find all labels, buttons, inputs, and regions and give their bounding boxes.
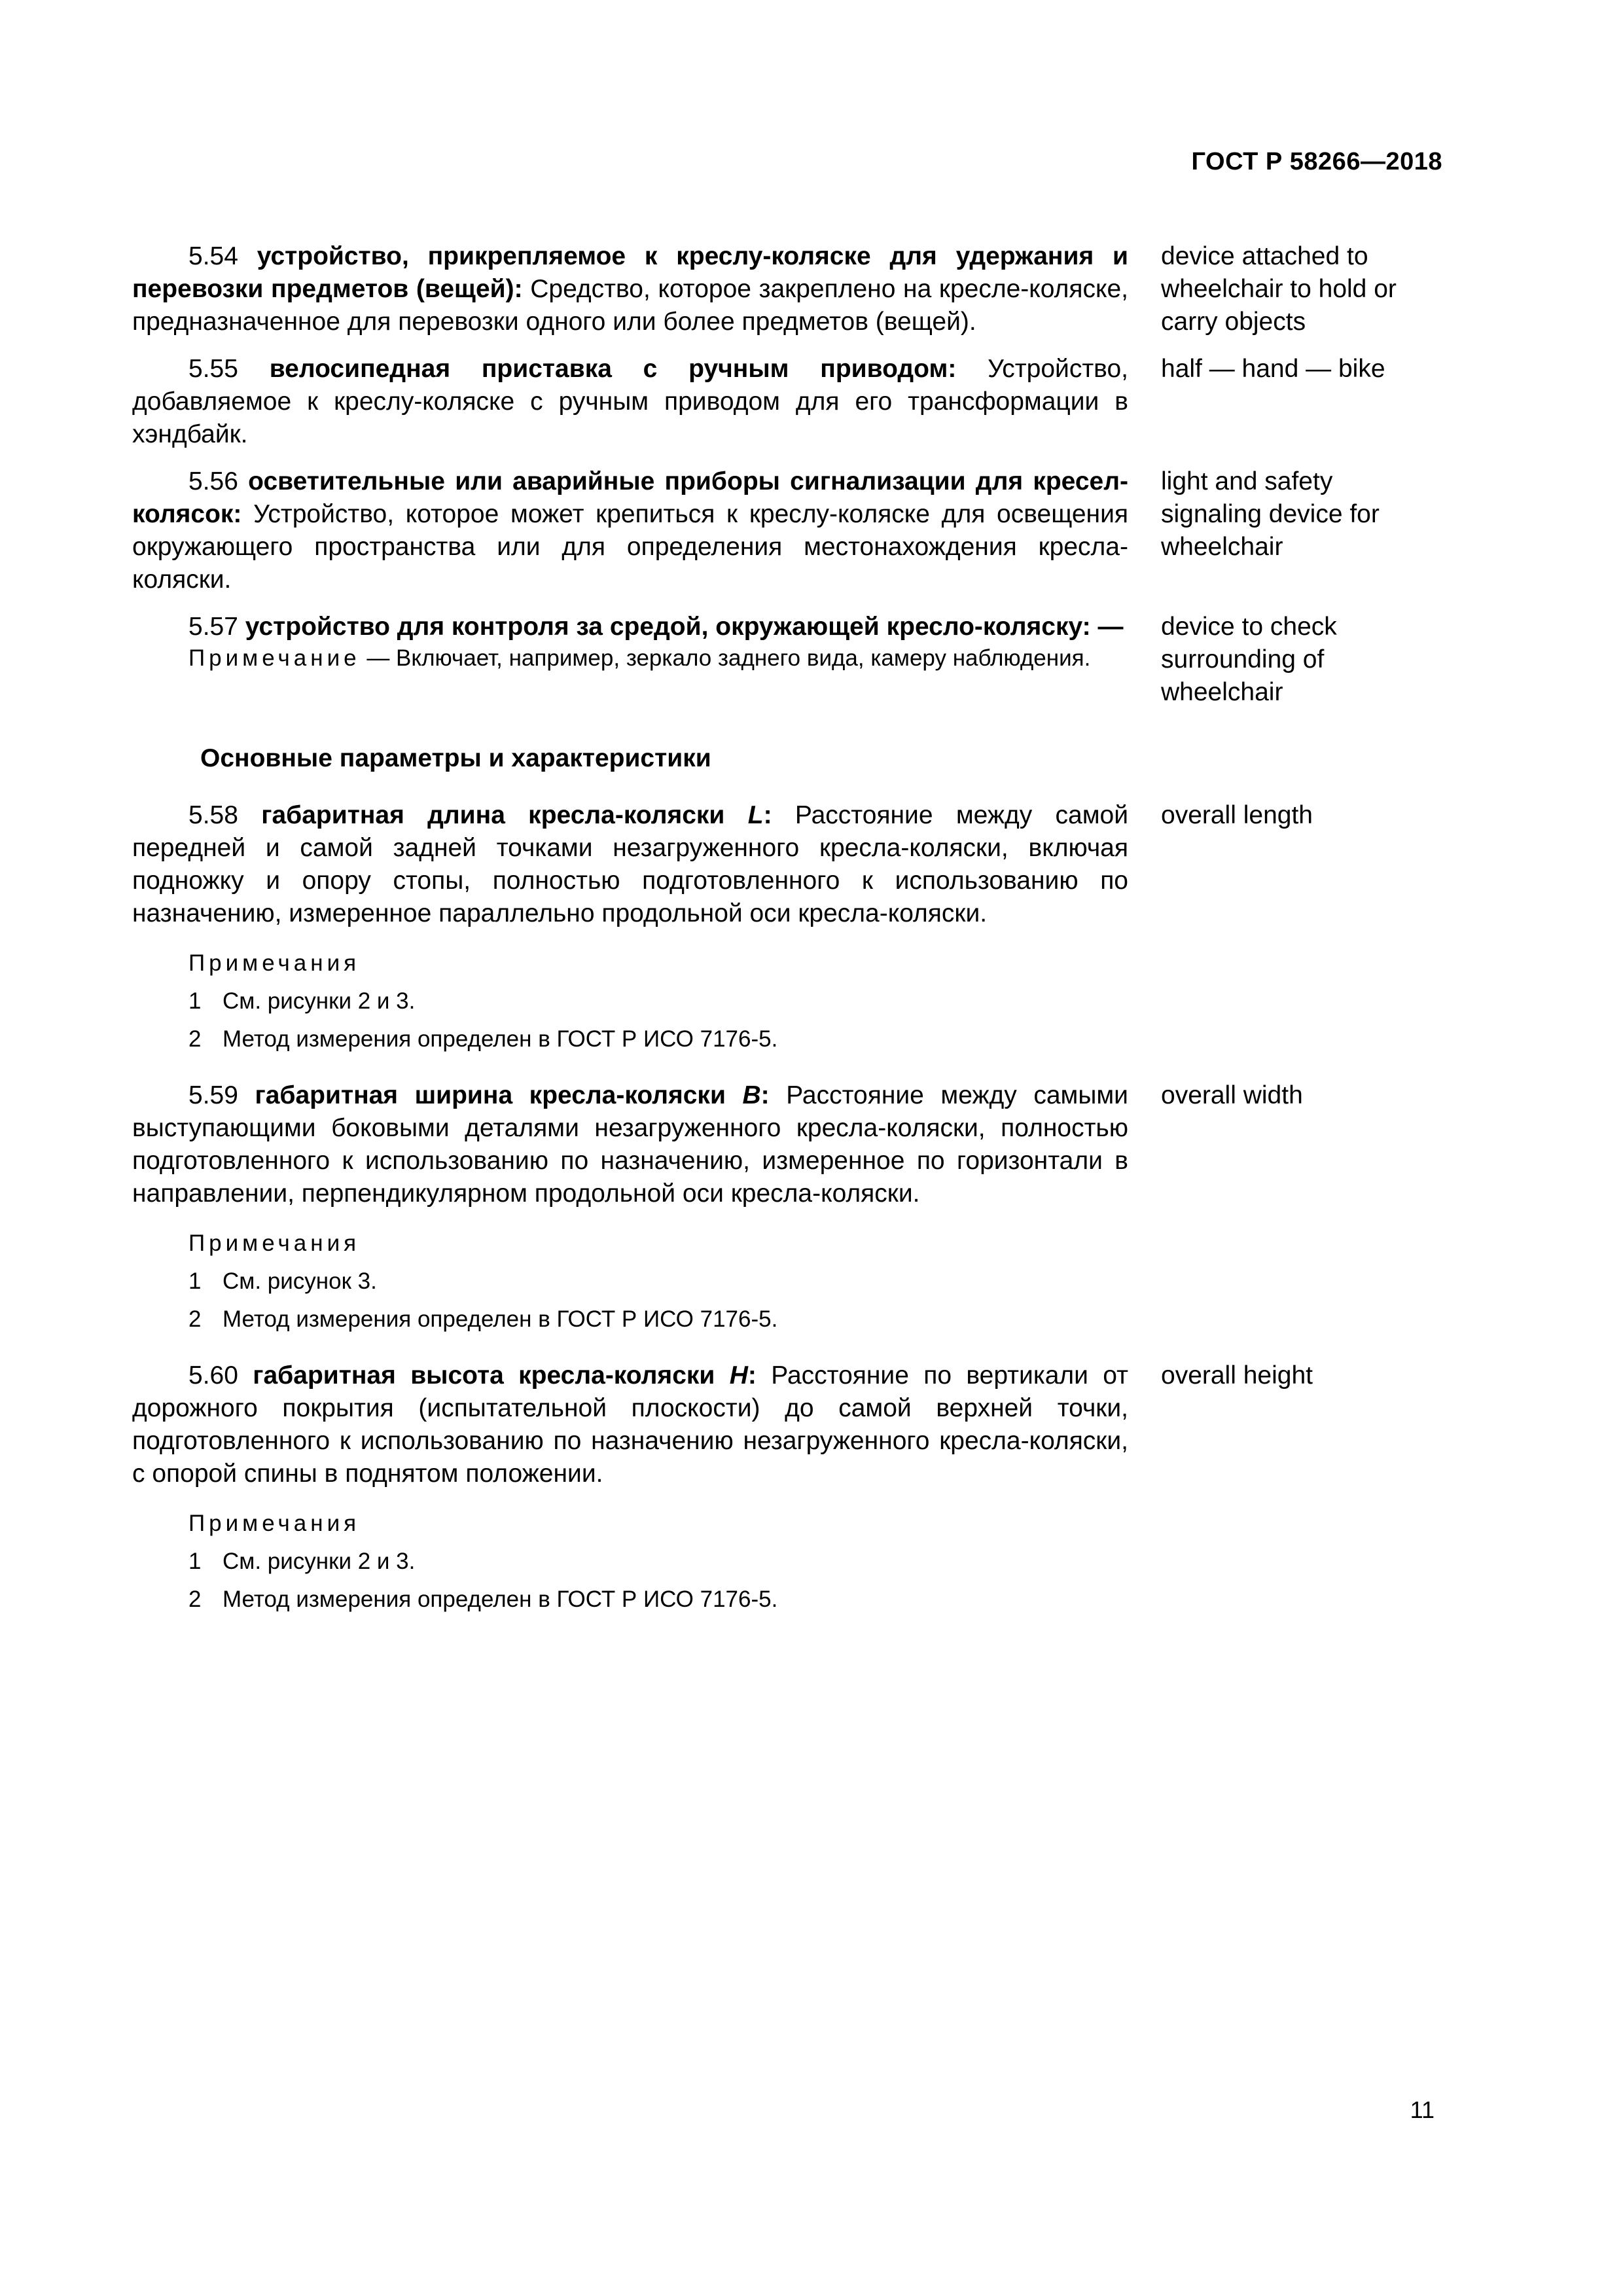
english-equivalent	[1161, 465, 1449, 564]
english-equivalent	[1161, 353, 1449, 386]
note-text: Метод измерения определен в ГОСТ Р ИСО 7176-5.	[223, 1026, 778, 1052]
english-line: overall height	[1161, 1361, 1313, 1390]
term-entry-5-59	[132, 1079, 1492, 1345]
notes-block	[132, 944, 1128, 1058]
section-heading: Основные параметры и характеристики	[200, 744, 711, 772]
note-text: — Включает, например, зеркало заднего вида, камеру наблюдения.	[366, 645, 1091, 671]
term-entry-5-57	[132, 611, 1492, 709]
note-number: 2	[188, 1306, 202, 1332]
note-item	[132, 1300, 1128, 1338]
note-text: См. рисунок 3.	[223, 1268, 377, 1294]
term-definition: —	[1097, 613, 1124, 641]
term-number: 5.59	[188, 1081, 238, 1109]
term-definition-block	[132, 353, 1128, 451]
term-title: габаритная длина кресла-коляски	[261, 801, 725, 829]
term-symbol: L	[747, 801, 764, 829]
note-text: См. рисунки 2 и 3.	[223, 1549, 416, 1574]
term-definition: Средство, которое закреплено на кресле-коляске, предназначенное для перевозки одного или более предметов (вещей).	[132, 275, 1128, 336]
term-definition-block	[132, 611, 1128, 673]
note-item	[132, 1581, 1128, 1619]
english-line: overall length	[1161, 801, 1313, 829]
note-text: См. рисунки 2 и 3.	[223, 988, 416, 1014]
term-definition: Расстояние между самой передней и самой задней точками незагруженного кресла-коляски, включая подножку и опору стопы, полностью подготовленного к использованию по назначению, измеренное параллельно продольной оси кресла-коляски.	[132, 801, 1129, 927]
document-header-id: ГОСТ Р 58266—2018	[1191, 148, 1442, 175]
term-entry-5-56	[132, 465, 1492, 596]
note-number: 1	[188, 1549, 202, 1574]
english-line: device to check	[1161, 613, 1337, 641]
term-definition-block: 5.60 габаритная высота кресла-коляски H: Расстояние по вертикали от дорожного покрытия (испытательной плоскости) до самой верхней точки, подготовленного к использованию по назначению незагруженного кресла-коляски, с опорой спины в поднятом положении. Примечания 1 См. рисунки 2 и 3. 2 Метод измерения определен в ГОСТ Р ИСО 7176-5.	[132, 1359, 1128, 1625]
note-number: 2	[188, 1026, 202, 1052]
term-entry-5-54	[132, 240, 1492, 338]
term-definition-block	[132, 240, 1128, 338]
notes-block	[132, 1225, 1128, 1338]
note-item	[132, 1020, 1128, 1058]
english-equivalent	[1161, 799, 1449, 832]
term-definition: Устройство, которое может крепиться к креслу-коляске для освещения окружающего пространства или для определения местонахождения кресла-коляски.	[132, 500, 1128, 594]
english-equivalent	[1161, 611, 1449, 709]
english-line: overall width	[1161, 1081, 1303, 1109]
term-definition: Расстояние по вертикали от дорожного покрытия (испытательной плоскости) до самой верхней точки, подготовленного к использованию по назначению незагруженного кресла-коляски, с опорой спины в поднятом положении.	[132, 1361, 1128, 1488]
note-number: 2	[188, 1587, 202, 1612]
note-number: 1	[188, 988, 202, 1014]
english-line: light and safety	[1161, 467, 1333, 495]
term-entry-5-58	[132, 799, 1492, 1065]
term-definition: Устройство, добавляемое к креслу-коляске с ручным приводом для его трансформации в хэндбайк.	[132, 355, 1128, 448]
term-definition-block: 5.59 габаритная ширина кресла-коляски B: Расстояние между самыми выступающими боковыми деталями незагруженного кресла-коляски, полностью подготовленного к использованию по назначению, измеренное по горизонтали в направлении, перпендикулярном продольной оси кресла-коляски. Примечания 1 См. рисунок 3. 2 Метод измерения определен в ГОСТ Р ИСО 7176-5.	[132, 1079, 1128, 1345]
term-title: устройство, прикрепляемое к креслу-коляске для удержания и перевозки предметов (вещей):	[132, 242, 1128, 303]
note-label: Примечание	[188, 645, 361, 671]
page-number: 11	[1410, 2096, 1435, 2123]
term-definition: Расстояние между самыми выступающими боковыми деталями незагруженного кресла-коляски, полностью подготовленного к использованию по назначению, измеренное по горизонтали в направлении, перпендикулярном продольной оси кресла-коляски.	[132, 1081, 1128, 1208]
note-item	[132, 1263, 1128, 1300]
term-number: 5.56	[188, 467, 238, 495]
english-line: wheelchair to hold or	[1161, 275, 1397, 303]
term-number: 5.58	[188, 801, 238, 829]
term-note	[132, 643, 1128, 673]
english-equivalent	[1161, 1079, 1449, 1112]
term-title: велосипедная приставка с ручным приводом:	[269, 355, 957, 383]
english-line: surrounding of	[1161, 645, 1325, 673]
term-symbol: B	[742, 1081, 761, 1109]
notes-title: Примечания	[188, 950, 361, 976]
english-line: half — hand — bike	[1161, 355, 1385, 383]
term-entry-5-55	[132, 353, 1492, 451]
document-body	[132, 240, 1492, 1640]
english-line: carry objects	[1161, 308, 1306, 336]
term-number: 5.54	[188, 242, 238, 270]
term-title: габаритная высота кресла-коляски	[253, 1361, 715, 1390]
english-line: signaling device for	[1161, 500, 1380, 528]
note-text: Метод измерения определен в ГОСТ Р ИСО 7176-5.	[223, 1587, 778, 1612]
term-number: 5.57	[188, 613, 238, 641]
notes-title: Примечания	[188, 1230, 361, 1256]
term-title: габаритная ширина кресла-коляски	[255, 1081, 726, 1109]
term-definition-block: 5.58 габаритная длина кресла-коляски L: Расстояние между самой передней и самой задней точками незагруженного кресла-коляски, включая подножку и опору стопы, полностью подготовленного к использованию по назначению, измеренное параллельно продольной оси кресла-коляски. Примечания 1 См. рисунки 2 и 3. 2 Метод измерения определен в ГОСТ Р ИСО 7176-5.	[132, 799, 1128, 1065]
note-item	[132, 1543, 1128, 1581]
english-equivalent	[1161, 1359, 1449, 1392]
note-item	[132, 982, 1128, 1020]
term-number: 5.55	[188, 355, 238, 383]
term-symbol: H	[729, 1361, 748, 1390]
term-definition-block	[132, 465, 1128, 596]
note-text: Метод измерения определен в ГОСТ Р ИСО 7176-5.	[223, 1306, 778, 1332]
english-line: wheelchair	[1161, 678, 1283, 706]
english-line: wheelchair	[1161, 533, 1283, 561]
note-number: 1	[188, 1268, 202, 1294]
term-number: 5.60	[188, 1361, 238, 1390]
notes-title: Примечания	[188, 1511, 361, 1536]
english-line: device attached to	[1161, 242, 1368, 270]
term-title: осветительные или аварийные приборы сигнализации для кресел-колясок:	[132, 467, 1128, 528]
notes-block	[132, 1505, 1128, 1619]
english-equivalent	[1161, 240, 1449, 338]
term-title: устройство для контроля за средой, окружающей кресло-коляску:	[245, 613, 1091, 641]
term-entry-5-60	[132, 1359, 1492, 1625]
